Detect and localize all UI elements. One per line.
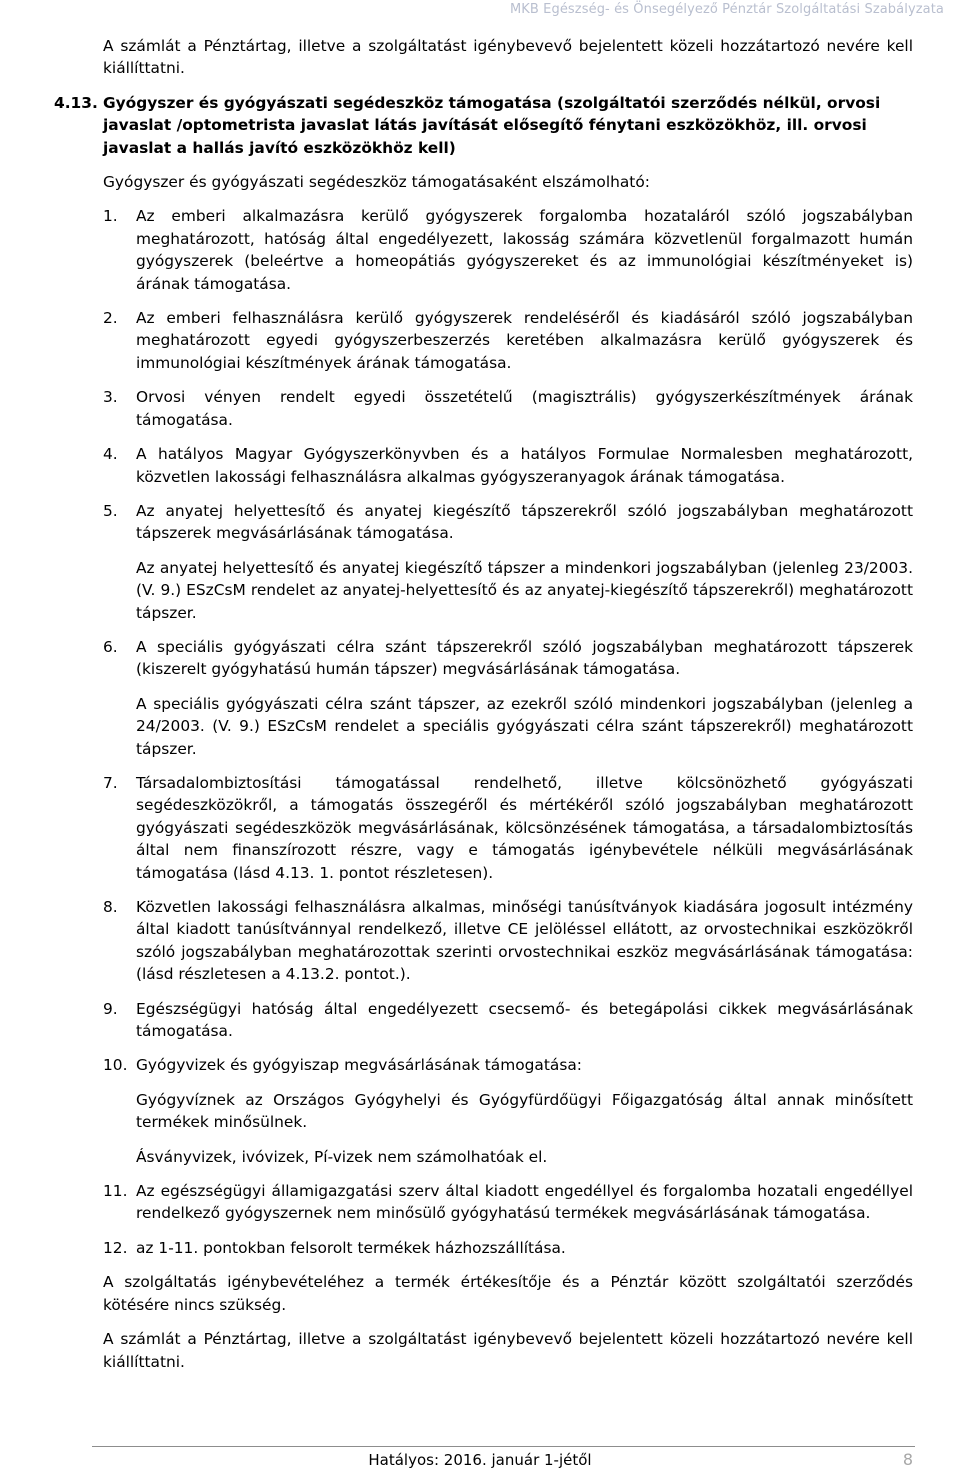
list-item-text: Az anyatej helyettesítő és anyatej kiegészítő tápszerekről szóló jogszabályban meghatározott tápszerek megvásárlásának támogatása. (136, 501, 913, 543)
list-item (103, 386, 913, 431)
list-item-text: Az emberi alkalmazásra kerülő gyógyszerek forgalomba hozataláról szóló jogszabályban meghatározott, hatóság által engedélyezett, lakosság számára közvetlenül forgalmazott humán gyógyszerek (beleértve a homeopátiás gyógyszereket és az immunológiai készítményeket is) árának támogatása. (136, 207, 913, 293)
closing-paragraphs (103, 1271, 913, 1373)
support-item-list (103, 205, 913, 1259)
section-title: Gyógyszer és gyógyászati segédeszköz támogatása (szolgáltatói szerződés nélkül, orvosi javaslat /optometrista javaslat látás javítását elősegítő fénytani eszközökhöz, ill. orvosi javaslat a hallás javító eszközökhöz kell) (103, 93, 881, 157)
list-item-text: Gyógyvizek és gyógyiszap megvásárlásának támogatása: (136, 1056, 582, 1075)
section-intro: Gyógyszer és gyógyászati segédeszköz támogatásaként elszámolható: (103, 173, 650, 192)
list-item-number: 10. (103, 1056, 128, 1075)
list-item (103, 772, 913, 884)
list-item-number: 8. (103, 898, 118, 916)
list-item-number: 5. (103, 501, 118, 520)
list-item-number: 4. (103, 445, 118, 464)
list-item (103, 896, 913, 986)
list-item-text: Gyógyvíznek az Országos Gyógyhelyi és Gyógyfürdőügyi Főigazgatóság által annak minősített termékek minősülnek. (136, 1090, 913, 1132)
list-item (103, 1054, 913, 1168)
list-item-text: A hatályos Magyar Gyógyszerkönyvben és a hatályos Formulae Normalesben meghatározott, közvetlen lakossági felhasználásra alkalmas gyógyszeranyagok árának támogatása. (136, 445, 913, 486)
list-item (103, 443, 913, 488)
page-number: 8 (902, 1450, 913, 1469)
running-header: MKB Egészség- és Önsegélyező Pénztár Szolgáltatási Szabályzata (509, 2, 944, 17)
list-item-text: Ásványvizek, ivóvizek, Pí-vizek nem számolhatóak el. (136, 1147, 548, 1166)
footer-divider (92, 1446, 915, 1447)
list-item (103, 1180, 913, 1225)
list-item-text: az 1-11. pontokban felsorolt termékek házhozszállítása. (136, 1238, 566, 1257)
list-item-number: 11. (103, 1182, 128, 1201)
list-item-text: Orvosi vényen rendelt egyedi összetételű (magisztrális) gyógyszerkészítmények árának támogatása. (136, 388, 913, 429)
list-item-text: Társadalombiztosítási támogatással rendelhető, illetve kölcsönözhető gyógyászati segédeszközökről, a támogatás összegéről és mértékéről szóló jogszabályban meghatározott gyógyászati segédeszközök megvásárlásának, kölcsönzésének támogatása, a társadalombiztosítás által nem finanszírozott részre, vagy e támogatás igénybevétele nélküli megvásárlásának támogatása (lásd 4.13. 1. pontot részletesen). (136, 773, 913, 882)
list-item (103, 998, 913, 1043)
list-item-number: 9. (103, 999, 118, 1018)
top-paragraph: A számlát a Pénztártag, illetve a szolgáltatást igénybevevő bejelentett közeli hozzátartozó nevére kell kiállíttatni. (103, 37, 913, 78)
list-item (103, 1237, 913, 1259)
closing-paragraph: A szolgáltatás igénybevételéhez a termék értékesítője és a Pénztár között szolgáltatói szerződés kötésére nincs szükség. (103, 1273, 913, 1314)
list-item-text: A speciális gyógyászati célra szánt tápszer, az ezekről szóló mindenkori jogszabályban (jelenleg a 24/2003. (V. 9.) ESzCsM rendelet a speciális gyógyászati célra szánt tápszerekről) meghatározott tápszer. (136, 694, 913, 758)
list-item-number: 7. (103, 773, 118, 792)
section-4-13 (54, 92, 913, 1259)
document-body (54, 35, 913, 1385)
list-item-text: Közvetlen lakossági felhasználásra alkalmas, minőségi tanúsítványok kiadására jogosult intézmény által kiadott tanúsítvánnyal rendelkező, illetve CE jelöléssel ellátott, az orvostechnikai eszközökről szóló jogszabályban meghatározottak szerinti orvostechnikai eszköz megvásárlásának támogatása: (lásd részletesen a 4.13.2. pontot.). (136, 898, 913, 984)
list-item (103, 307, 913, 374)
list-item-text: Egészségügyi hatóság által engedélyezett csecsemő- és betegápolási cikkek megvásárlásának támogatása. (136, 999, 913, 1041)
footer-effective-date: Hatályos: 2016. január 1-jétől (368, 1451, 592, 1469)
list-item-number: 3. (103, 388, 118, 407)
list-item (103, 636, 913, 760)
list-item-number: 1. (103, 207, 118, 226)
closing-paragraph: A számlát a Pénztártag, illetve a szolgáltatást igénybevevő bejelentett közeli hozzátartozó nevére kell kiállíttatni. (103, 1330, 913, 1371)
list-item (103, 500, 913, 624)
list-item-text: Az anyatej helyettesítő és anyatej kiegészítő tápszer a mindenkori jogszabályban (jelenleg 23/2003. (V. 9.) ESzCsM rendelet az anyatej-helyettesítő és az anyatej-kiegészítő tápszerekről) meghatározott tápszer. (136, 558, 913, 622)
section-number: 4.13. (54, 93, 98, 112)
list-item-number: 6. (103, 637, 118, 656)
list-item-text: A speciális gyógyászati célra szánt tápszerekről szóló jogszabályban meghatározott tápszerek (kiszerelt gyógyhatású humán tápszer) megvásárlásának támogatása. (136, 637, 913, 679)
list-item (103, 205, 913, 295)
list-item-number: 12. (103, 1238, 128, 1257)
list-item-text: Az egészségügyi államigazgatási szerv által kiadott engedéllyel és forgalomba hozatali engedéllyel rendelkező gyógyszernek nem minősülő gyógyhatású termékek megvásárlásának támogatása. (136, 1182, 913, 1223)
list-item-text: Az emberi felhasználásra kerülő gyógyszerek rendeléséről és kiadásáról szóló jogszabályban meghatározott egyedi gyógyszerbeszerzés keretében alkalmazásra kerülő gyógyszerek és immunológiai készítmények árának támogatása. (136, 309, 913, 372)
list-item-number: 2. (103, 309, 118, 328)
